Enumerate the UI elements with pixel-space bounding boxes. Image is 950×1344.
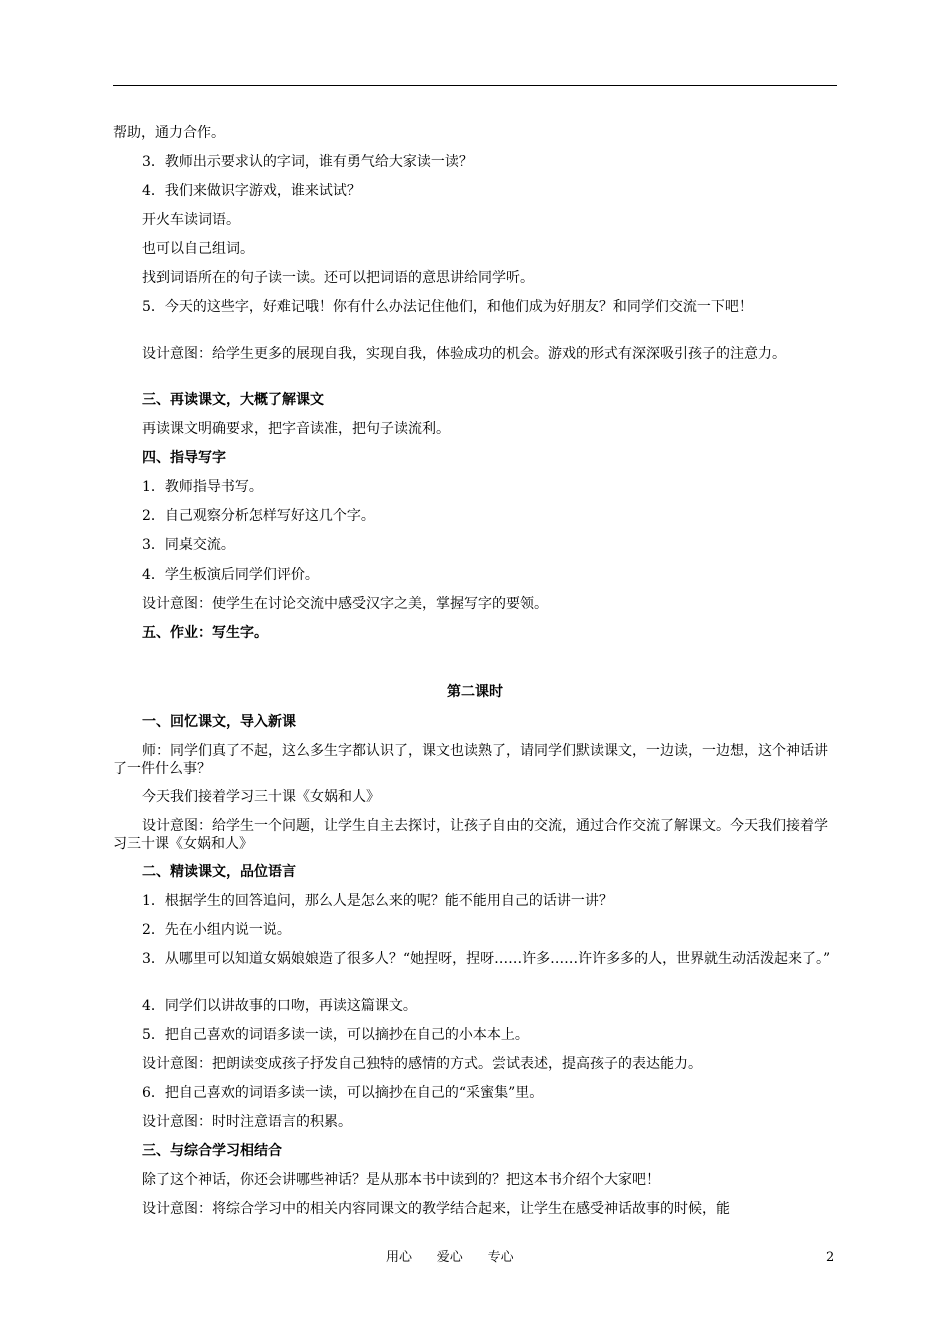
list-item: 3．教师出示要求认的字词，谁有勇气给大家读一读？ [142,154,473,170]
list-item: 5．今天的这些字，好难记哦！你有什么办法记住他们，和他们成为好朋友？和同学们交流一下吧！ [142,299,753,315]
paragraph-text: 今天我们接着学习三十课《女娲和人》 [142,789,380,805]
list-item: 2．自己观察分析怎样写好这几个字。 [142,508,375,524]
design-intent-note: 设计意图：给学生更多的展现自我，实现自我，体验成功的机会。游戏的形式有深深吸引孩子的注意力。 [142,346,786,362]
list-item: 4．学生板演后同学们评价。 [142,567,319,583]
list-item: 2．先在小组内说一说。 [142,922,291,938]
footer-motto: 用心 爱心 专心 [386,1250,514,1265]
design-intent-note: 设计意图：使学生在讨论交流中感受汉字之美，掌握写字的要领。 [142,596,548,612]
section-heading: 五、作业：写生字。 [142,625,268,641]
list-item: 5．把自己喜欢的词语多读一读，可以摘抄在自己的小本本上。 [142,1027,529,1043]
design-intent-note: 设计意图：将综合学习中的相关内容同课文的教学结合起来，让学生在感受神话故事的时候，能 [142,1201,730,1217]
design-intent-note: 设计意图：时时注意语言的积累。 [142,1114,352,1130]
design-intent-note: 设计意图：给学生一个问题，让学生自主去探讨，让孩子自由的交流，通过合作交流了解课文。今天我们接着学习三十课《女娲和人》 [113,818,828,852]
paragraph-text: 再读课文明确要求，把字音读准，把句子读流利。 [142,421,450,437]
paragraph-text: 除了这个神话，你还会讲哪些神话？是从那本书中读到的？把这本书介绍个大家吧！ [142,1172,660,1188]
list-item: 4．同学们以讲故事的口吻，再读这篇课文。 [142,998,417,1014]
paragraph-text: 开火车读词语。 [142,212,240,228]
list-item: 4．我们来做识字游戏，谁来试试？ [142,183,361,199]
paragraph-text: 师：同学们真了不起，这么多生字都认识了，课文也读熟了，请同学们默读课文，一边读，一边想，这个神话讲了一件什么事？ [113,743,828,777]
paragraph-text: 找到词语所在的句子读一读。还可以把词语的意思讲给同学听。 [142,270,534,286]
section-heading: 二、精读课文，品位语言 [142,864,296,880]
list-item: 3．从哪里可以知道女娲娘娘造了很多人？“她捏呀，捏呀……许多……许许多多的人，世界就生动活泼起来了。” [142,951,831,967]
design-intent-note: 设计意图：把朗读变成孩子抒发自己独特的感情的方式。尝试表述，提高孩子的表达能力。 [142,1056,702,1072]
section-heading: 三、与综合学习相结合 [142,1143,282,1159]
list-item: 6．把自己喜欢的词语多读一读，可以摘抄在自己的“采蜜集”里。 [142,1085,544,1101]
paragraph-text: 帮助，通力合作。 [113,125,225,141]
list-item: 3．同桌交流。 [142,537,235,553]
page-number: 2 [826,1250,835,1265]
section-heading: 一、回忆课文，导入新课 [142,714,296,730]
paragraph-text: 也可以自己组词。 [142,241,254,257]
section-heading: 三、再读课文，大概了解课文 [142,392,324,408]
header-rule [113,85,837,86]
lesson-title: 第二课时 [447,684,503,700]
section-heading: 四、指导写字 [142,450,226,466]
list-item: 1．根据学生的回答追问，那么人是怎么来的呢？能不能用自己的话讲一讲？ [142,893,613,909]
list-item: 1．教师指导书写。 [142,479,263,495]
